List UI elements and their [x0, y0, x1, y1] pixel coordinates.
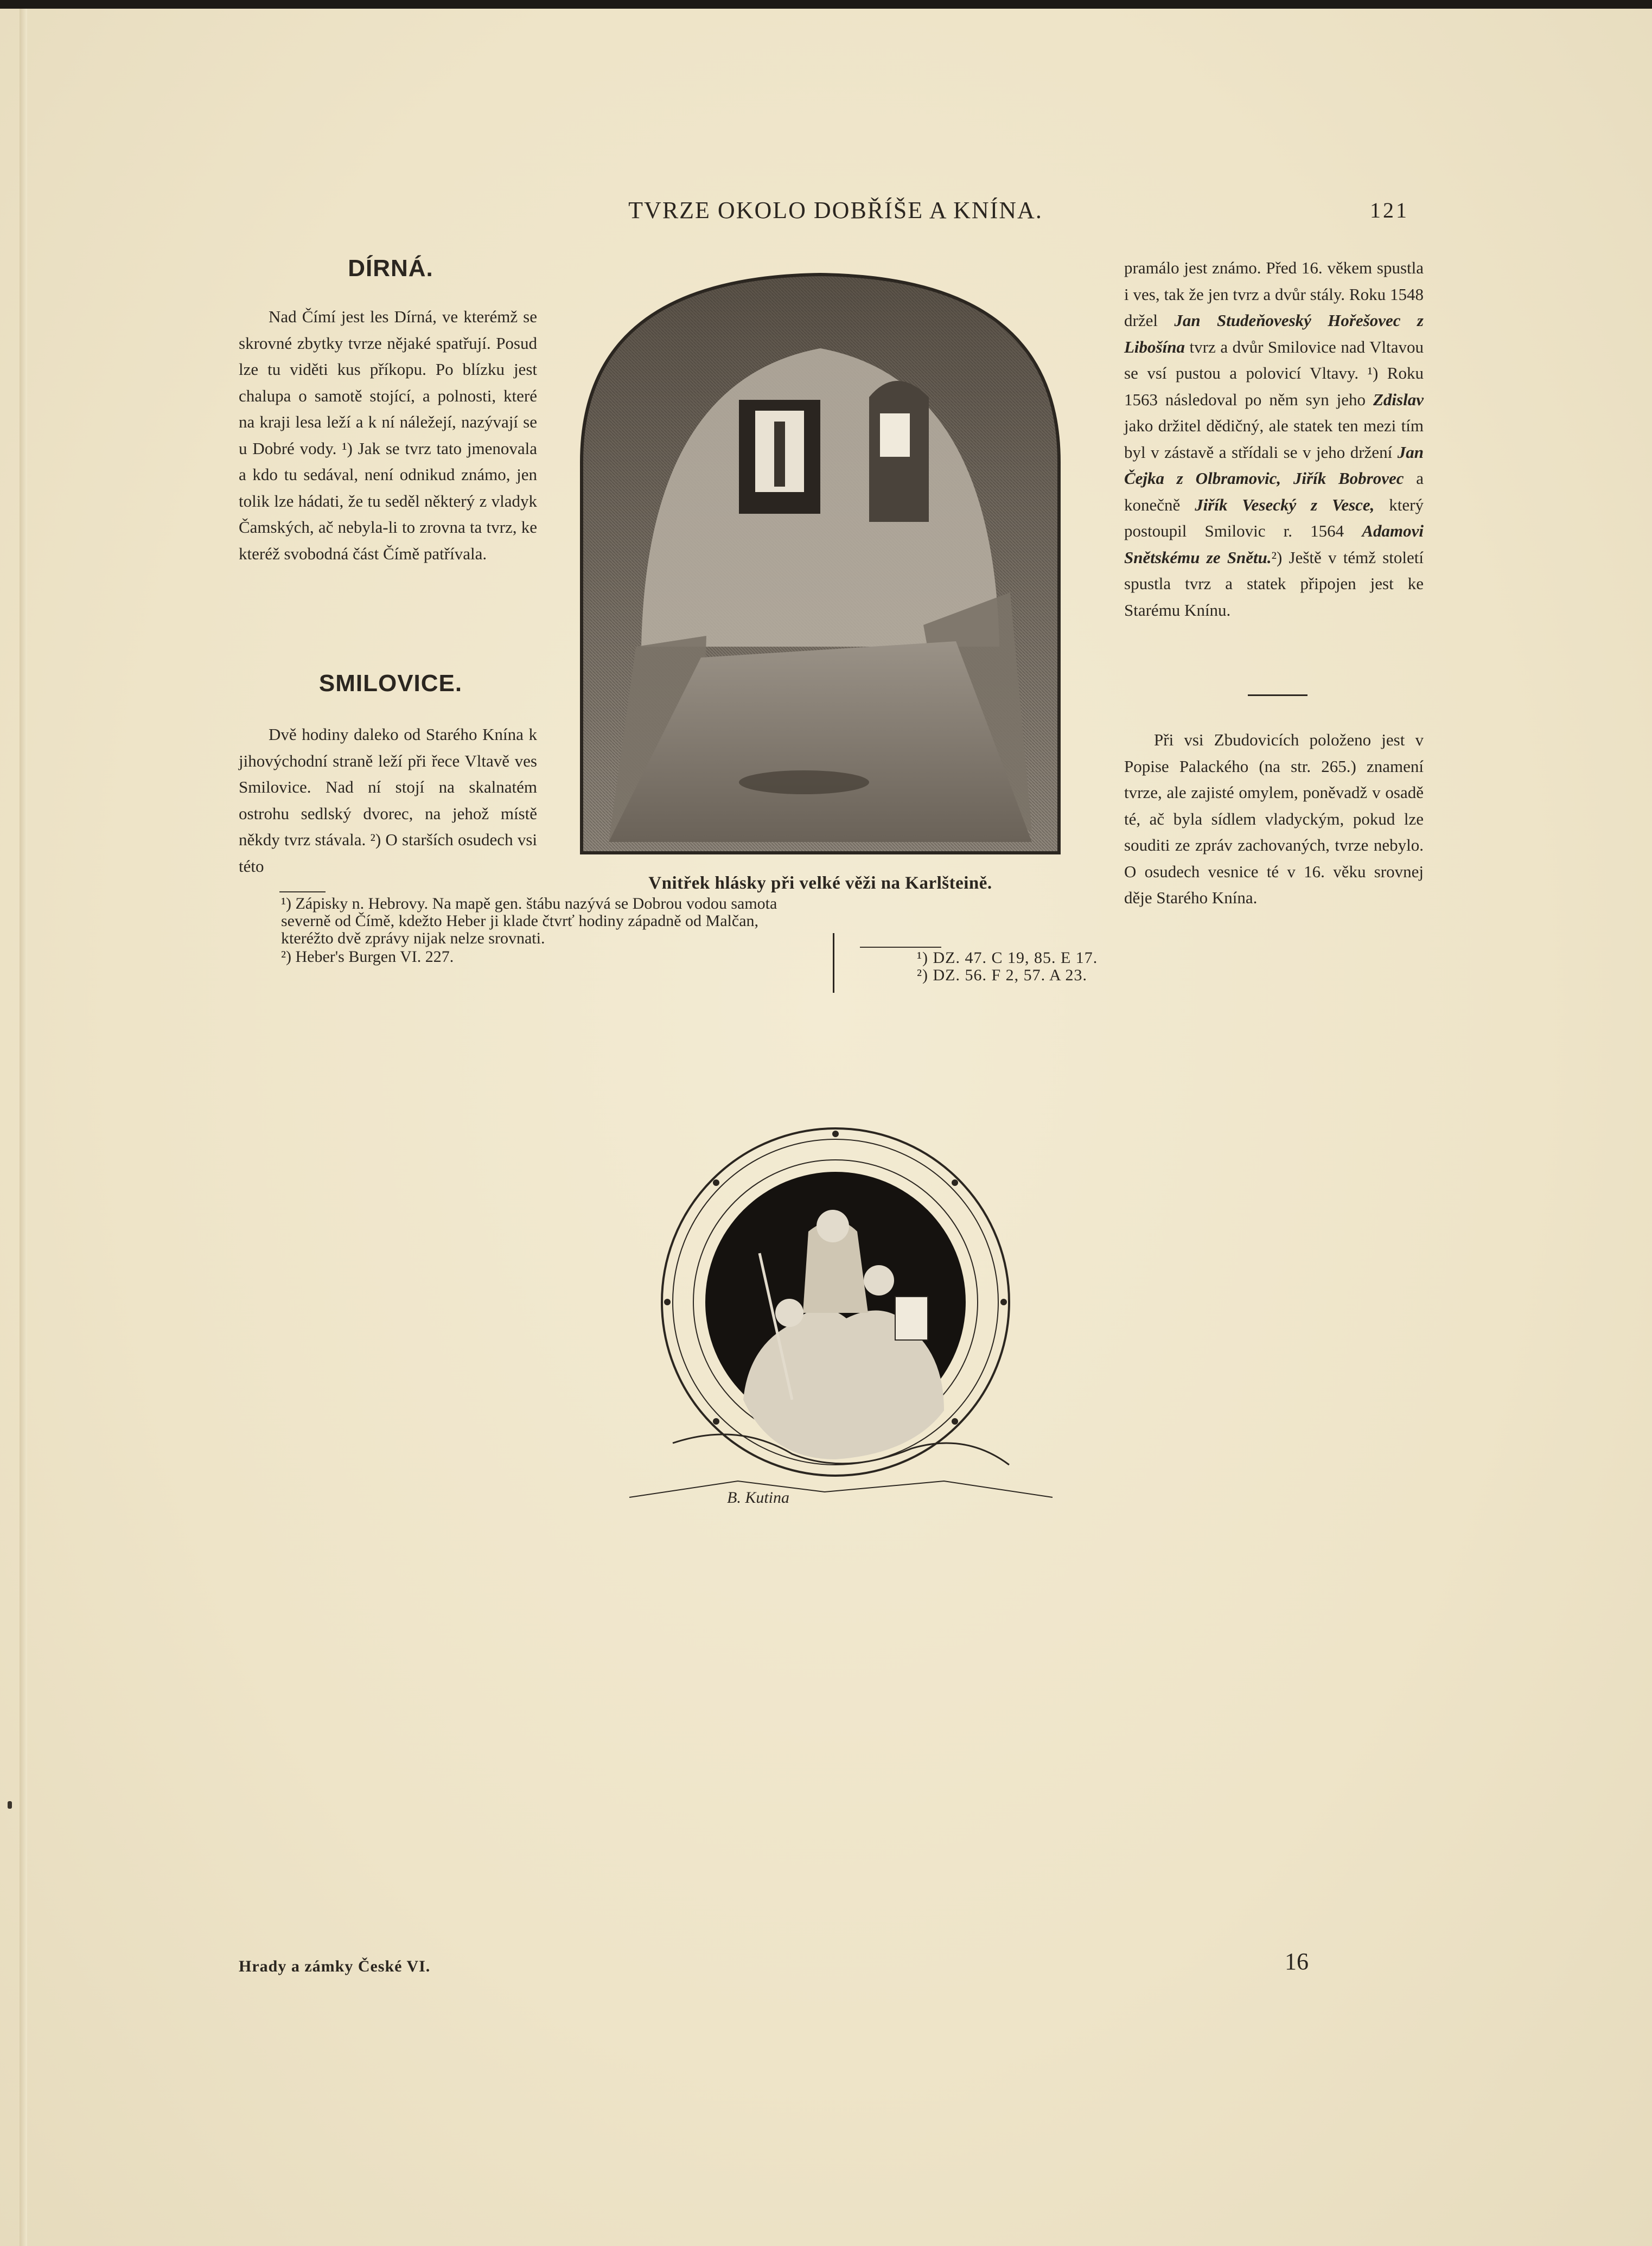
- signature-mark: 16: [1285, 1948, 1309, 1975]
- footnote-1: ¹) Zápisky n. Hebrovy. Na mapě gen. štábu nazývá se Dobrou vodou samota severně od Čímě, kdežto Heber ji klade čtvrť hodiny západně od Malčan, kteréžto dvě zprávy nijak nelze srovnati.: [281, 895, 777, 947]
- footnote-2: ²) Heber's Burgen VI. 227.: [281, 948, 454, 966]
- person-name: Jan Čejka z Olbramovic, Jiřík Bobrovec: [1124, 442, 1424, 488]
- person-name: Adamovi Snětskému ze Snětu.: [1124, 521, 1424, 567]
- section-text-smilovice: [239, 722, 537, 879]
- book-title-footer: Hrady a zámky České VI.: [239, 1957, 431, 1975]
- paragraph-dirna: Nad Čímí jest les Dírná, ve kterémž se skrovné zbytky tvrze nějaké spatřují. Posud lze tu viděti kus příkopu. Po blízku jest chalupa o samotě stojící, a polnosti, které na kraji lesa leží a k ní náležejí, nazývají se u Dobré vody. ¹) Jak se tvrz tato jmenovala a kdo tu sedával, není odnikud známo, jen tolik lze hádati, že tu seděl některý z vladyk Čamských, ač nebyla-li to zrovna ta tvrz, ke kteréž svobodná část Čímě patřívala.: [239, 307, 537, 563]
- vignette-signature: B. Kutina: [727, 1489, 790, 1507]
- person-name: Zdislav: [1373, 390, 1424, 409]
- text-run: pramálo jest známo. Před 16. věkem spustla i ves, tak že jen tvrz a dvůr stály. Roku 1548 držel: [1124, 258, 1424, 330]
- paragraph-smilovice: Dvě hodiny daleko od Starého Knína k jihovýchodní straně leží při řece Vltavě ves Smilovice. Nad ní stojí na skalnatém ostrohu sedlský dvorec, na jehož místě někdy tvrz stávala. ²) O starších osudech vsi této: [239, 725, 537, 876]
- footnotes-right: [917, 949, 1188, 984]
- running-header: TVRZE OKOLO DOBŘÍŠE A KNÍNA.: [628, 197, 1043, 224]
- section-text-zbudovice: [1124, 727, 1424, 911]
- person-name: Jiřík Vesecký z Vesce,: [1195, 495, 1375, 514]
- person-name: Jan Studeňoveský Hořešovec z Libošína: [1124, 311, 1424, 356]
- scan-top-edge: [0, 0, 1652, 9]
- footnote-dz-2: ²) DZ. 56. F 2, 57. A 23.: [917, 966, 1088, 984]
- illustration-karlstejn-interior: [576, 267, 1064, 858]
- text-run: tvrz a dvůr Smilovice nad Vltavou se vsí pustou a polovicí Vltavy. ¹) Roku 1563 následoval po něm syn jeho: [1124, 337, 1424, 409]
- footnotes-left: [239, 895, 803, 966]
- section-heading-smilovice: SMILOVICE.: [318, 670, 463, 697]
- text-run: jako držitel dědičný, ale statek ten mezi tím byl v zástavě a střídali se v jeho držení: [1124, 416, 1424, 462]
- paragraph-zbudovice: Při vsi Zbudovicích položeno jest v Popise Palackého (na str. 265.) znamení tvrze, ale zajisté omylem, poněvadž v osadě té, ač byla sídlem vladyckým, pokud lze souditi ze zpráv zachovaných, tvrze nebylo. O osudech vesnice té v 16. věku srovnej děje Starého Knína.: [1124, 730, 1424, 907]
- footnote-rule-right: [860, 947, 941, 948]
- vignette-monks-medallion: [564, 1118, 1107, 1530]
- page-gutter: [20, 9, 27, 2246]
- section-divider: [1248, 694, 1307, 696]
- section-heading-dirna: DÍRNÁ.: [348, 255, 433, 282]
- section-text-dirna: [239, 304, 537, 567]
- text-run: který postoupil Smilovic r. 1564: [1124, 495, 1424, 540]
- section-text-smilovice-continued: [1124, 255, 1424, 623]
- text-run: a konečně: [1124, 469, 1424, 514]
- footnote-dz-1: ¹) DZ. 47. C 19, 85. E 17.: [917, 949, 1098, 967]
- text-run: ²) Ještě v témž století spustla tvrz a statek připojen jest ke Starému Knínu.: [1124, 547, 1424, 620]
- scan-mark: [8, 1801, 12, 1809]
- page-number: 121: [1370, 198, 1409, 222]
- footnote-column-separator: [833, 933, 834, 993]
- paragraph-smilovice-history: [1124, 255, 1424, 623]
- footnote-rule-left: [279, 891, 326, 892]
- illustration-caption: Vnitřek hlásky při velké věži na Karlšteině.: [648, 873, 992, 893]
